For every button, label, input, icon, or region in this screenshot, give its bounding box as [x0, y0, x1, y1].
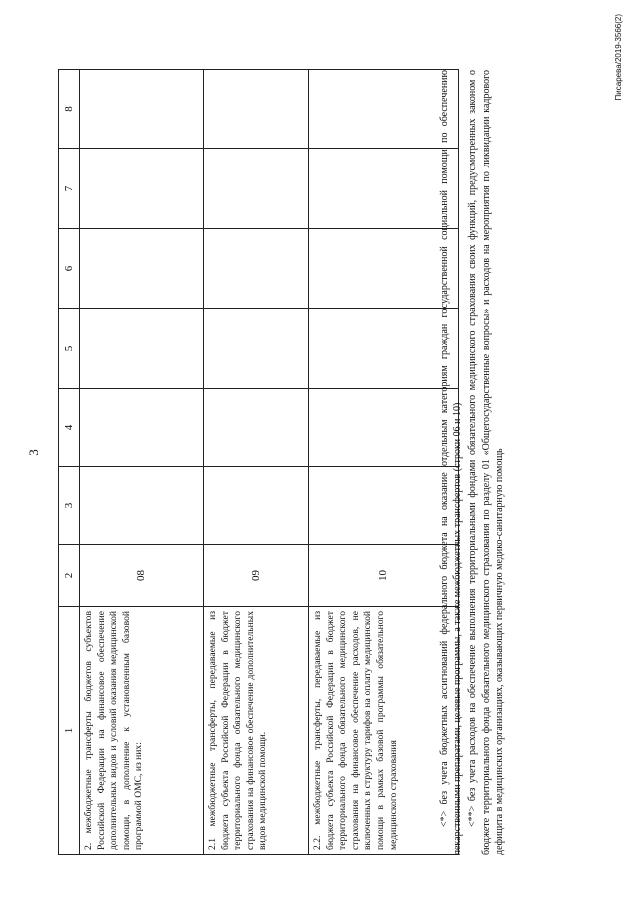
footnote: <**> без учета расходов на обеспечение выполнения территориальными фондами обязательного медицинского страхования своих функций, предусмотренных законом о бюджете территориального фонда обязательного медицинского страхования по разделу 01 «Общегосударственные вопросы» и расходов на мероприятия по ликвидации кадрового дефицита в медицинских организациях, оказывающих первичную медико-санитарную помощь [467, 70, 505, 855]
row-description: 2.1 межбюджетные трансферты, передаваемые из бюджета субъекта Российской Федерации в бюджет территориального фонда обязательного медицинского страхования на финансовое обеспечение дополнительных видов медицинской помощи. [204, 607, 309, 855]
empty-cell [309, 70, 459, 149]
document-footer-code: Писарева/2019-3566(2) [614, 14, 623, 101]
header-cell: 1 [59, 607, 80, 855]
table-row [80, 70, 204, 855]
header-cell: 2 [59, 545, 80, 607]
empty-cell [309, 389, 459, 467]
empty-cell [204, 229, 309, 309]
empty-cell [204, 70, 309, 149]
header-cell: 7 [59, 149, 80, 229]
empty-cell [309, 149, 459, 229]
empty-cell [309, 309, 459, 389]
header-cell: 5 [59, 309, 80, 389]
empty-cell [309, 467, 459, 545]
empty-cell [80, 389, 204, 467]
empty-cell [204, 389, 309, 467]
funding-table [58, 69, 459, 855]
row-code: 10 [309, 545, 459, 607]
empty-cell [80, 309, 204, 389]
empty-cell [80, 229, 204, 309]
empty-cell [309, 229, 459, 309]
empty-cell [204, 149, 309, 229]
row-description: 2. межбюджетные трансферты бюджетов субъектов Российской Федерации на финансовое обеспечение дополнительных видов и условий оказания медицинской помощи, в дополнение к установленным базовой программой ОМС, из них: [80, 607, 204, 855]
page-number: 3 [26, 449, 41, 456]
header-cell: 6 [59, 229, 80, 309]
footnotes [438, 70, 508, 855]
empty-cell [80, 467, 204, 545]
empty-cell [80, 70, 204, 149]
row-code: 09 [204, 545, 309, 607]
footnote: <*> без учета бюджетных ассигнований федерального бюджета на оказание отдельным категориям граждан государственной социальной помощи по обеспечению лекарственными препаратами, целевые программы, а также межбюджетных трансфертов (строки 06 и 10) [439, 70, 464, 855]
table-header-row [59, 70, 80, 855]
header-cell: 8 [59, 70, 80, 149]
row-description: 2.2. межбюджетные трансферты, передаваемые из бюджета субъекта Российской Федерации в бюджет территориального фонда обязательного медицинского страхования на финансовое обеспечение расходов, не включенных в структуру тарифов на оплату медицинской помощи в рамках базовой программы обязательного медицинского страхования [309, 607, 459, 855]
table-row [309, 70, 459, 855]
empty-cell [204, 467, 309, 545]
header-cell: 4 [59, 389, 80, 467]
header-cell: 3 [59, 467, 80, 545]
empty-cell [80, 149, 204, 229]
row-code: 08 [80, 545, 204, 607]
empty-cell [204, 309, 309, 389]
table-row [204, 70, 309, 855]
